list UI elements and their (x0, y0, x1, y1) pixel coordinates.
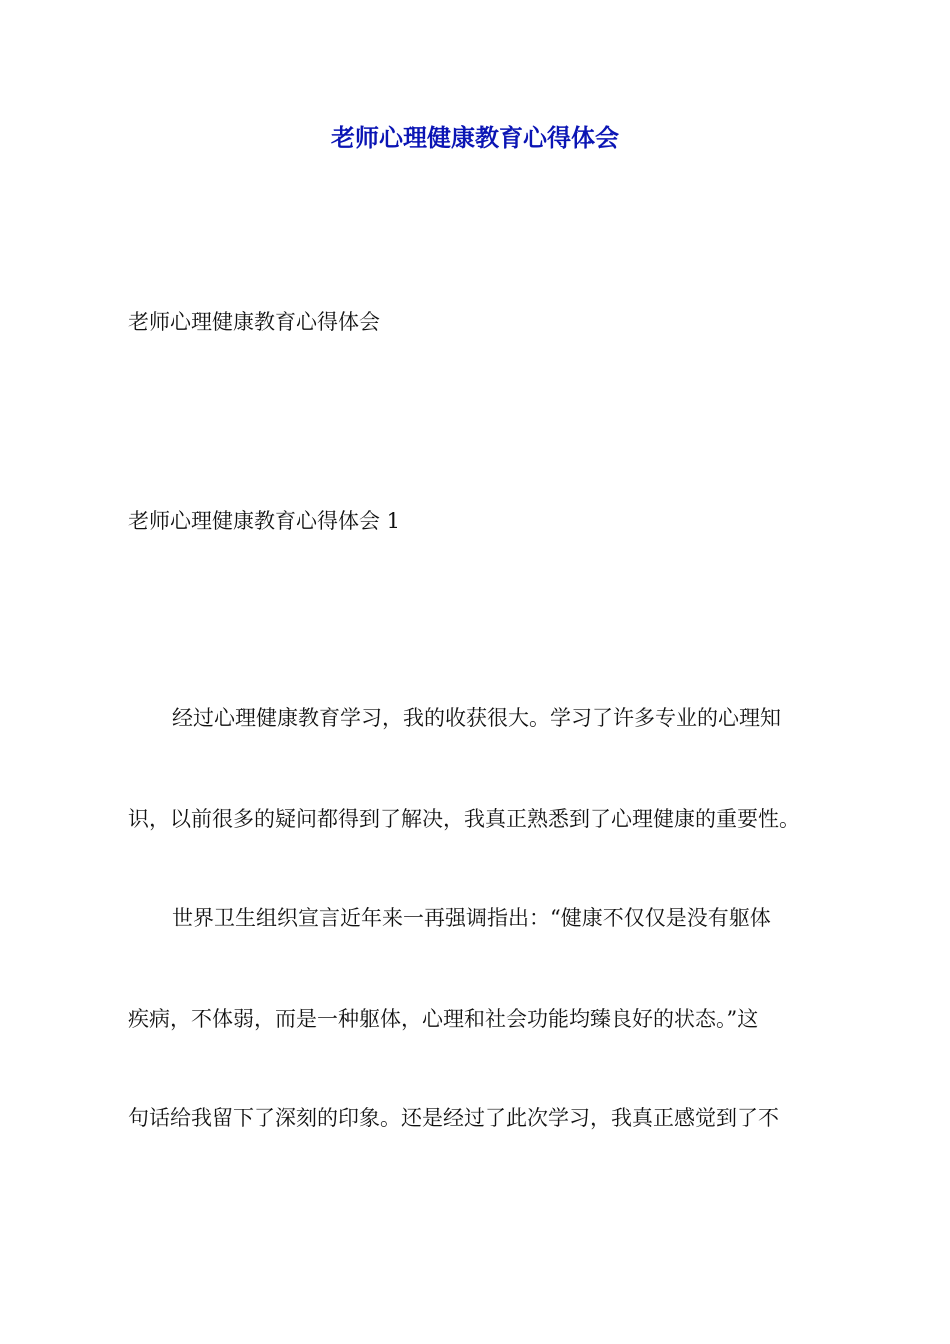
paragraph-line: 世界卫生组织宣言近年来一再强调指出：“健康不仅仅是没有躯体 (172, 906, 771, 930)
paragraph-line: 疾病，不体弱，而是一种躯体，心理和社会功能均臻良好的状态。”这 (128, 1007, 759, 1031)
section-heading: 老师心理健康教育心得体会 1 (128, 509, 401, 533)
document-title: 老师心理健康教育心得体会 (331, 124, 619, 152)
document-heading: 老师心理健康教育心得体会 (128, 310, 380, 334)
paragraph-line: 句话给我留下了深刻的印象。还是经过了此次学习，我真正感觉到了不 (128, 1106, 779, 1130)
paragraph-line: 识，以前很多的疑问都得到了解决，我真正熟悉到了心理健康的重要性。 (128, 807, 800, 831)
paragraph-line: 经过心理健康教育学习，我的收获很大。学习了许多专业的心理知 (172, 706, 781, 730)
